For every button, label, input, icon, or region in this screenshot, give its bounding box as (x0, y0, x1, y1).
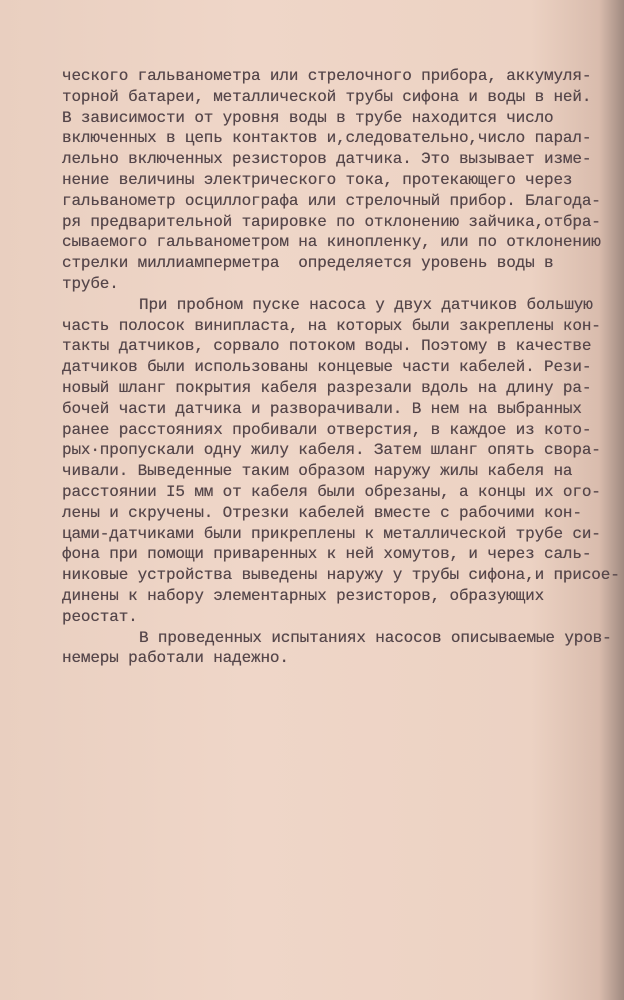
text-line: гальванометр осциллографа или стрелочный прибор. Благода- (62, 191, 601, 210)
text-line: ря предварительной тарировке по отклонению зайчика,отбра- (62, 212, 601, 231)
text-line: стрелки миллиамперметра определяется уровень воды в (62, 254, 554, 273)
text-line: датчиков были использованы концевые части кабелей. Рези- (62, 358, 592, 377)
text-line: часть полосок винипласта, на которых были закреплены кон- (62, 316, 601, 335)
text-line: цами-датчиками были прикреплены к металлической трубе си- (62, 524, 601, 543)
text-line: ческого гальванометра или стрелочного прибора, аккумуля- (62, 67, 592, 85)
paragraph (62, 295, 620, 628)
text-line: немеры работали надежно. (62, 649, 289, 668)
text-line: В проведенных испытаниях насосов описываемые уров- (139, 628, 612, 647)
text-line: При пробном пуске насоса у двух датчиков большую (139, 295, 593, 314)
text-line: В зависимости от уровня воды в трубе находится число (62, 108, 554, 127)
text-line: включенных в цепь контактов и,следовательно,число парал- (62, 129, 592, 148)
text-line: лельно включенных резисторов датчика. Это вызывает изме- (62, 150, 592, 169)
text-line: рых·пропускали одну жилу кабеля. Затем шланг опять свора- (62, 441, 601, 460)
text-line: трубе. (62, 274, 119, 293)
text-line: нение величины электрического тока, протекающего через (62, 170, 573, 189)
text-line: динены к набору элементарных резисторов, образующих (62, 586, 545, 605)
text-line: расстоянии I5 мм от кабеля были обрезаны, а концы их ого- (62, 482, 601, 501)
paragraph (62, 66, 602, 295)
text-line: бочей части датчика и разворачивали. В нем на выбранных (62, 399, 582, 418)
text-line: ранее расстояниях пробивали отверстия, в каждое из кото- (62, 420, 592, 439)
text-line: такты датчиков, сорвало потоком воды. Поэтому в качестве (62, 337, 592, 356)
text-line: никовые устройства выведены наружу у трубы сифона,и присое- (62, 566, 620, 585)
text-line: торной батареи, металлической трубы сифона и воды в ней. (62, 87, 592, 106)
text-line: реостат. (62, 607, 138, 626)
text-line: сываемого гальванометром на кинопленку, или по отклонению (62, 233, 601, 252)
text-line: новый шланг покрытия кабеля разрезали вдоль на длину ра- (62, 378, 592, 397)
typewritten-page (62, 66, 620, 669)
paragraph (62, 628, 612, 670)
text-line: чивали. Выведенные таким образом наружу жилы кабеля на (62, 462, 573, 481)
text-line: фона при помощи приваренных к ней хомутов, и через саль- (62, 545, 592, 564)
text-line: лены и скручены. Отрезки кабелей вместе с рабочими кон- (62, 503, 582, 522)
